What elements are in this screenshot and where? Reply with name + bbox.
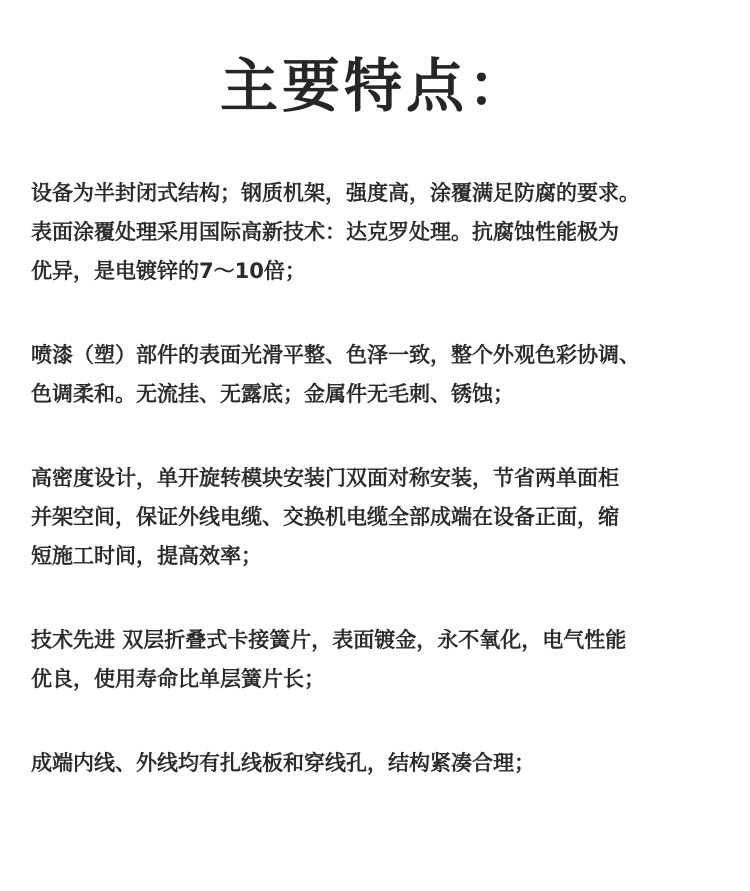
feature-line: 优异，是电镀锌的7～10倍； (31, 259, 306, 283)
feature-list (31, 174, 721, 828)
feature-line: 优良，使用寿命比单层簧片长； (31, 667, 325, 691)
feature-paragraph (31, 459, 721, 576)
feature-line: 技术先进 双层折叠式卡接簧片，表面镀金，永不氧化，电气性能 (31, 628, 627, 652)
feature-paragraph (31, 621, 721, 699)
feature-line: 喷漆（塑）部件的表面光滑平整、色泽一致，整个外观色彩协调、 (31, 343, 640, 367)
feature-line: 并架空间，保证外线电缆、交换机电缆全部成端在设备正面，缩 (31, 505, 619, 529)
feature-line: 表面涂覆处理采用国际高新技术：达克罗处理。抗腐蚀性能极为 (31, 220, 619, 244)
feature-line: 色调柔和。无流挂、无露底；金属件无毛刺、锈蚀； (31, 382, 514, 406)
feature-paragraph (31, 174, 721, 291)
feature-line: 高密度设计，单开旋转模块安装门双面对称安装，节省两单面柜 (31, 466, 619, 490)
feature-paragraph (31, 744, 721, 783)
feature-line: 设备为半封闭式结构；钢质机架，强度高，涂覆满足防腐的要求。 (31, 181, 640, 205)
feature-line: 短施工时间，提高效率； (31, 544, 262, 568)
feature-paragraph (31, 336, 721, 414)
page-title: 主要特点： (219, 52, 530, 120)
feature-line: 成端内线、外线均有扎线板和穿线孔，结构紧凑合理； (31, 751, 535, 775)
